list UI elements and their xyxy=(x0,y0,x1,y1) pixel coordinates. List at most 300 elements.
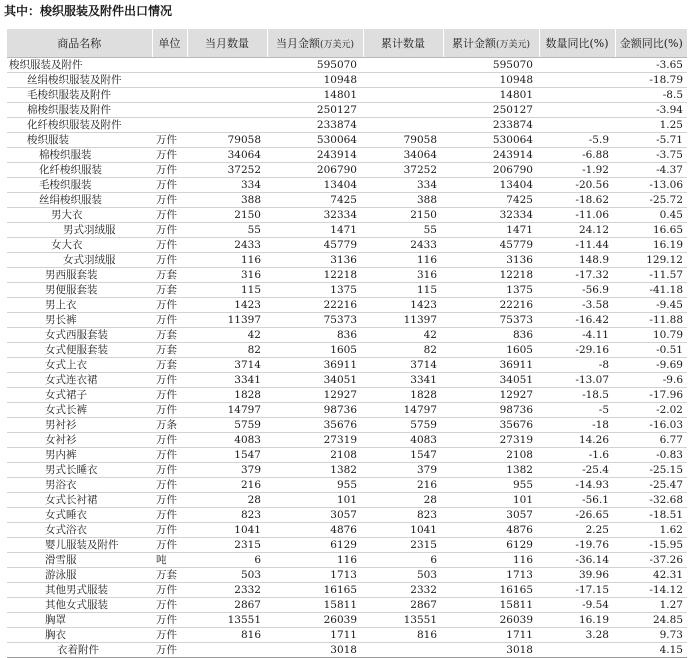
cell-cum-amount: 12927 xyxy=(443,388,539,403)
cell-cum-amount: 2108 xyxy=(443,448,539,463)
cell-cum-qty: 2867 xyxy=(363,598,443,613)
cell-cum-amount: 45779 xyxy=(443,238,539,253)
cell-cum-qty: 82 xyxy=(363,343,443,358)
cell-cum-amount: 3018 xyxy=(443,643,539,658)
cell-name: 女式长裤 xyxy=(7,403,152,418)
cell-unit: 万件 xyxy=(152,643,187,658)
cell-unit: 万件 xyxy=(152,478,187,493)
cell-qty-yoy: 24.12 xyxy=(539,223,615,238)
cell-name: 女式睡衣 xyxy=(7,508,152,523)
cell-month-amount: 98736 xyxy=(267,403,363,418)
cell-qty-yoy: 148.9 xyxy=(539,253,615,268)
cell-cum-amount: 34051 xyxy=(443,373,539,388)
table-row xyxy=(7,193,687,208)
cell-qty-yoy: -17.32 xyxy=(539,268,615,283)
cell-unit: 万件 xyxy=(152,133,187,148)
cell-cum-qty: 28 xyxy=(363,493,443,508)
header-cum-qty: 累计数量 xyxy=(363,29,443,58)
cell-unit: 万件 xyxy=(152,463,187,478)
cell-month-qty: 82 xyxy=(187,343,267,358)
table-row xyxy=(7,58,687,73)
cell-cum-amount: 1375 xyxy=(443,283,539,298)
cell-cum-qty xyxy=(363,118,443,133)
cell-unit: 万件 xyxy=(152,373,187,388)
cell-month-amount: 3136 xyxy=(267,253,363,268)
cell-month-qty: 2867 xyxy=(187,598,267,613)
cell-amount-yoy: -17.96 xyxy=(615,388,687,403)
cell-qty-yoy xyxy=(539,103,615,118)
cell-month-amount: 101 xyxy=(267,493,363,508)
cell-cum-amount: 75373 xyxy=(443,313,539,328)
cell-amount-yoy: 42.31 xyxy=(615,568,687,583)
export-table xyxy=(7,29,687,658)
cell-amount-yoy: 9.73 xyxy=(615,628,687,643)
table-row xyxy=(7,358,687,373)
cell-qty-yoy: -11.06 xyxy=(539,208,615,223)
cell-unit: 万件 xyxy=(152,238,187,253)
cell-month-qty: 334 xyxy=(187,178,267,193)
cell-cum-amount: 14801 xyxy=(443,88,539,103)
cell-month-amount: 10948 xyxy=(267,73,363,88)
cell-month-amount: 1375 xyxy=(267,283,363,298)
cell-cum-amount: 1605 xyxy=(443,343,539,358)
cell-month-amount: 16165 xyxy=(267,583,363,598)
cell-month-amount: 2108 xyxy=(267,448,363,463)
cell-cum-qty: 2315 xyxy=(363,538,443,553)
cell-amount-yoy: -8.5 xyxy=(615,88,687,103)
cell-month-qty: 13551 xyxy=(187,613,267,628)
cell-month-qty: 2433 xyxy=(187,238,267,253)
cell-amount-yoy: 16.65 xyxy=(615,223,687,238)
cell-unit: 万件 xyxy=(152,403,187,418)
cell-unit: 吨 xyxy=(152,553,187,568)
cell-amount-yoy: 16.19 xyxy=(615,238,687,253)
table-row xyxy=(7,628,687,643)
cell-month-amount: 15811 xyxy=(267,598,363,613)
cell-name: 化纤梭织服装 xyxy=(7,163,152,178)
cell-name: 毛梭织服装 xyxy=(7,178,152,193)
cell-amount-yoy: 1.25 xyxy=(615,118,687,133)
cell-unit: 万套 xyxy=(152,268,187,283)
cell-month-amount: 13404 xyxy=(267,178,363,193)
cell-cum-qty: 2433 xyxy=(363,238,443,253)
table-row xyxy=(7,583,687,598)
cell-name: 男大衣 xyxy=(7,208,152,223)
cell-month-qty: 1041 xyxy=(187,523,267,538)
cell-month-qty xyxy=(187,58,267,73)
cell-unit: 万件 xyxy=(152,628,187,643)
cell-month-amount: 1713 xyxy=(267,568,363,583)
cell-cum-amount: 36911 xyxy=(443,358,539,373)
cell-unit: 万件 xyxy=(152,193,187,208)
cell-unit: 万件 xyxy=(152,208,187,223)
cell-unit: 万套 xyxy=(152,358,187,373)
cell-cum-amount: 955 xyxy=(443,478,539,493)
cell-cum-qty xyxy=(363,58,443,73)
cell-cum-qty: 34064 xyxy=(363,148,443,163)
cell-name: 胸衣 xyxy=(7,628,152,643)
cell-month-amount: 6129 xyxy=(267,538,363,553)
cell-cum-qty: 13551 xyxy=(363,613,443,628)
cell-month-qty: 2315 xyxy=(187,538,267,553)
cell-cum-qty: 4083 xyxy=(363,433,443,448)
table-row xyxy=(7,208,687,223)
cell-cum-qty: 55 xyxy=(363,223,443,238)
table-row xyxy=(7,373,687,388)
cell-unit: 万件 xyxy=(152,538,187,553)
cell-month-amount: 1382 xyxy=(267,463,363,478)
cell-name: 男西服套装 xyxy=(7,268,152,283)
cell-cum-qty xyxy=(363,73,443,88)
table-row xyxy=(7,598,687,613)
cell-month-qty: 14797 xyxy=(187,403,267,418)
cell-qty-yoy: -13.07 xyxy=(539,373,615,388)
cell-name: 男长裤 xyxy=(7,313,152,328)
cell-month-qty: 37252 xyxy=(187,163,267,178)
cell-name: 丝绢梭织服装 xyxy=(7,193,152,208)
table-row xyxy=(7,268,687,283)
cell-unit: 万条 xyxy=(152,418,187,433)
table-row xyxy=(7,178,687,193)
header-unit: 单位 xyxy=(152,29,187,58)
table-row xyxy=(7,163,687,178)
cell-cum-amount: 22216 xyxy=(443,298,539,313)
cell-amount-yoy: -16.03 xyxy=(615,418,687,433)
cell-name: 男浴衣 xyxy=(7,478,152,493)
cell-month-amount: 3057 xyxy=(267,508,363,523)
cell-name: 女式长衬裙 xyxy=(7,493,152,508)
cell-amount-yoy: -5.71 xyxy=(615,133,687,148)
cell-name: 其他女式服装 xyxy=(7,598,152,613)
cell-cum-amount: 233874 xyxy=(443,118,539,133)
cell-unit: 万件 xyxy=(152,163,187,178)
cell-qty-yoy: -16.42 xyxy=(539,313,615,328)
cell-name: 游泳服 xyxy=(7,568,152,583)
cell-name: 女式西服套装 xyxy=(7,328,152,343)
cell-cum-qty: 11397 xyxy=(363,313,443,328)
cell-cum-amount: 116 xyxy=(443,553,539,568)
cell-cum-qty: 6 xyxy=(363,553,443,568)
cell-unit: 万件 xyxy=(152,388,187,403)
cell-month-qty: 388 xyxy=(187,193,267,208)
cell-qty-yoy: -29.16 xyxy=(539,343,615,358)
cell-cum-amount: 10948 xyxy=(443,73,539,88)
cell-month-qty: 816 xyxy=(187,628,267,643)
cell-amount-yoy: -3.94 xyxy=(615,103,687,118)
cell-name: 毛梭织服装及附件 xyxy=(7,88,152,103)
cell-qty-yoy: 14.26 xyxy=(539,433,615,448)
cell-unit xyxy=(152,73,187,88)
cell-amount-yoy: -32.68 xyxy=(615,493,687,508)
cell-amount-yoy: 1.62 xyxy=(615,523,687,538)
cell-qty-yoy: -1.92 xyxy=(539,163,615,178)
cell-cum-amount: 6129 xyxy=(443,538,539,553)
cell-unit: 万套 xyxy=(152,343,187,358)
table-row xyxy=(7,298,687,313)
cell-cum-qty: 37252 xyxy=(363,163,443,178)
cell-name: 棉梭织服装及附件 xyxy=(7,103,152,118)
cell-amount-yoy: -25.72 xyxy=(615,193,687,208)
cell-qty-yoy: -19.76 xyxy=(539,538,615,553)
cell-cum-amount: 530064 xyxy=(443,133,539,148)
cell-unit: 万件 xyxy=(152,433,187,448)
cell-month-qty: 115 xyxy=(187,283,267,298)
cell-month-amount: 206790 xyxy=(267,163,363,178)
cell-amount-yoy: -25.15 xyxy=(615,463,687,478)
cell-month-qty: 1547 xyxy=(187,448,267,463)
cell-qty-yoy: -9.54 xyxy=(539,598,615,613)
cell-qty-yoy: -20.56 xyxy=(539,178,615,193)
cell-month-amount: 14801 xyxy=(267,88,363,103)
table-body xyxy=(7,58,687,658)
cell-cum-amount: 1471 xyxy=(443,223,539,238)
cell-month-qty: 3714 xyxy=(187,358,267,373)
cell-cum-qty: 379 xyxy=(363,463,443,478)
table-row xyxy=(7,568,687,583)
cell-name: 胸罩 xyxy=(7,613,152,628)
cell-name: 衣着附件 xyxy=(7,643,152,658)
cell-name: 其他男式服装 xyxy=(7,583,152,598)
cell-cum-qty: 42 xyxy=(363,328,443,343)
cell-amount-yoy: -4.37 xyxy=(615,163,687,178)
cell-amount-yoy: -37.26 xyxy=(615,553,687,568)
table-row xyxy=(7,448,687,463)
cell-cum-amount: 98736 xyxy=(443,403,539,418)
cell-amount-yoy: -3.75 xyxy=(615,148,687,163)
cell-cum-amount: 12218 xyxy=(443,268,539,283)
cell-month-qty: 34064 xyxy=(187,148,267,163)
cell-amount-yoy: -2.02 xyxy=(615,403,687,418)
cell-name: 男内裤 xyxy=(7,448,152,463)
cell-month-amount: 233874 xyxy=(267,118,363,133)
cell-cum-amount: 595070 xyxy=(443,58,539,73)
cell-unit: 万件 xyxy=(152,493,187,508)
cell-unit: 万件 xyxy=(152,598,187,613)
cell-qty-yoy: -25.4 xyxy=(539,463,615,478)
cell-month-qty: 1828 xyxy=(187,388,267,403)
cell-name: 女式便服套装 xyxy=(7,343,152,358)
cell-qty-yoy: -56.9 xyxy=(539,283,615,298)
cell-name: 梭织服装及附件 xyxy=(7,58,152,73)
cell-month-amount: 26039 xyxy=(267,613,363,628)
cell-month-amount: 116 xyxy=(267,553,363,568)
cell-name: 女式裙子 xyxy=(7,388,152,403)
cell-name: 男便服套装 xyxy=(7,283,152,298)
table-row xyxy=(7,508,687,523)
table-row xyxy=(7,253,687,268)
cell-unit xyxy=(152,103,187,118)
cell-month-amount: 36911 xyxy=(267,358,363,373)
cell-cum-amount: 32334 xyxy=(443,208,539,223)
table-row xyxy=(7,403,687,418)
cell-amount-yoy: -9.69 xyxy=(615,358,687,373)
cell-month-qty: 379 xyxy=(187,463,267,478)
table-row xyxy=(7,313,687,328)
cell-amount-yoy: -11.57 xyxy=(615,268,687,283)
cell-month-amount: 836 xyxy=(267,328,363,343)
cell-month-qty: 116 xyxy=(187,253,267,268)
cell-amount-yoy: 129.12 xyxy=(615,253,687,268)
cell-cum-amount: 4876 xyxy=(443,523,539,538)
cell-amount-yoy: 6.77 xyxy=(615,433,687,448)
cell-cum-amount: 1711 xyxy=(443,628,539,643)
cell-month-amount: 34051 xyxy=(267,373,363,388)
cell-month-qty: 3341 xyxy=(187,373,267,388)
cell-cum-amount: 7425 xyxy=(443,193,539,208)
table-row xyxy=(7,133,687,148)
cell-cum-qty: 216 xyxy=(363,478,443,493)
cell-unit: 万件 xyxy=(152,178,187,193)
table-row xyxy=(7,103,687,118)
cell-name: 男上衣 xyxy=(7,298,152,313)
cell-month-qty: 79058 xyxy=(187,133,267,148)
cell-amount-yoy: -0.83 xyxy=(615,448,687,463)
cell-amount-yoy: -18.51 xyxy=(615,508,687,523)
cell-qty-yoy: -8 xyxy=(539,358,615,373)
cell-unit: 万套 xyxy=(152,283,187,298)
table-row xyxy=(7,238,687,253)
cell-name: 女式连衣裙 xyxy=(7,373,152,388)
cell-name: 男衬衫 xyxy=(7,418,152,433)
table-row xyxy=(7,643,687,658)
header-month-amount-unit: (万美元) xyxy=(319,40,355,50)
cell-cum-qty: 3341 xyxy=(363,373,443,388)
cell-amount-yoy: -14.12 xyxy=(615,583,687,598)
cell-name: 棉梭织服装 xyxy=(7,148,152,163)
cell-name: 女衬衫 xyxy=(7,433,152,448)
cell-qty-yoy: 16.19 xyxy=(539,613,615,628)
cell-qty-yoy: -1.6 xyxy=(539,448,615,463)
cell-month-amount: 1605 xyxy=(267,343,363,358)
cell-amount-yoy: -41.18 xyxy=(615,283,687,298)
cell-qty-yoy: -4.11 xyxy=(539,328,615,343)
table-row xyxy=(7,283,687,298)
cell-month-qty: 823 xyxy=(187,508,267,523)
cell-qty-yoy xyxy=(539,643,615,658)
cell-qty-yoy: -14.93 xyxy=(539,478,615,493)
cell-qty-yoy xyxy=(539,58,615,73)
table-row xyxy=(7,523,687,538)
cell-month-qty: 42 xyxy=(187,328,267,343)
cell-month-qty: 28 xyxy=(187,493,267,508)
cell-month-qty: 316 xyxy=(187,268,267,283)
header-month-amount-label: 当月金额 xyxy=(275,37,320,50)
cell-cum-amount: 35676 xyxy=(443,418,539,433)
cell-cum-qty: 2150 xyxy=(363,208,443,223)
cell-month-amount: 75373 xyxy=(267,313,363,328)
table-row xyxy=(7,328,687,343)
cell-month-qty: 11397 xyxy=(187,313,267,328)
cell-month-amount: 595070 xyxy=(267,58,363,73)
cell-cum-amount: 206790 xyxy=(443,163,539,178)
cell-amount-yoy: 0.45 xyxy=(615,208,687,223)
table-row xyxy=(7,478,687,493)
table-row xyxy=(7,118,687,133)
cell-month-amount: 243914 xyxy=(267,148,363,163)
cell-name: 梭织服装 xyxy=(7,133,152,148)
cell-month-amount: 250127 xyxy=(267,103,363,118)
cell-name: 女大衣 xyxy=(7,238,152,253)
cell-cum-qty xyxy=(363,643,443,658)
cell-unit xyxy=(152,118,187,133)
cell-cum-qty: 14797 xyxy=(363,403,443,418)
cell-month-amount: 22216 xyxy=(267,298,363,313)
cell-cum-qty: 823 xyxy=(363,508,443,523)
cell-cum-amount: 836 xyxy=(443,328,539,343)
cell-amount-yoy: -9.6 xyxy=(615,373,687,388)
cell-amount-yoy: -9.45 xyxy=(615,298,687,313)
cell-cum-amount: 16165 xyxy=(443,583,539,598)
cell-amount-yoy: 4.15 xyxy=(615,643,687,658)
header-amount-yoy: 金额同比(%) xyxy=(615,29,687,58)
cell-cum-amount: 250127 xyxy=(443,103,539,118)
cell-qty-yoy: -5.9 xyxy=(539,133,615,148)
header-cum-amount-unit: (万美元) xyxy=(495,40,531,50)
cell-cum-qty: 115 xyxy=(363,283,443,298)
cell-month-qty: 503 xyxy=(187,568,267,583)
table-row xyxy=(7,148,687,163)
page-title: 其中：梭织服装及附件出口情况 xyxy=(4,4,173,18)
cell-qty-yoy: -18 xyxy=(539,418,615,433)
cell-name: 女式浴衣 xyxy=(7,523,152,538)
cell-amount-yoy: -15.95 xyxy=(615,538,687,553)
cell-amount-yoy: -3.65 xyxy=(615,58,687,73)
cell-name: 丝绢梭织服装及附件 xyxy=(7,73,152,88)
cell-cum-qty: 503 xyxy=(363,568,443,583)
cell-name: 男式长睡衣 xyxy=(7,463,152,478)
header-cum-amount-label: 累计金额 xyxy=(451,37,496,50)
header-row xyxy=(7,29,687,58)
cell-month-amount: 3018 xyxy=(267,643,363,658)
cell-unit xyxy=(152,58,187,73)
cell-name: 化纤梭织服装及附件 xyxy=(7,118,152,133)
cell-cum-qty: 334 xyxy=(363,178,443,193)
cell-unit: 万套 xyxy=(152,328,187,343)
table-row xyxy=(7,433,687,448)
cell-month-qty: 55 xyxy=(187,223,267,238)
cell-qty-yoy: -6.88 xyxy=(539,148,615,163)
cell-month-amount: 4876 xyxy=(267,523,363,538)
cell-month-qty xyxy=(187,88,267,103)
cell-unit: 万件 xyxy=(152,523,187,538)
table-row xyxy=(7,553,687,568)
cell-amount-yoy: 10.79 xyxy=(615,328,687,343)
cell-cum-amount: 101 xyxy=(443,493,539,508)
cell-amount-yoy: -13.06 xyxy=(615,178,687,193)
cell-month-amount: 1711 xyxy=(267,628,363,643)
cell-month-amount: 1471 xyxy=(267,223,363,238)
cell-month-qty xyxy=(187,643,267,658)
cell-month-amount: 27319 xyxy=(267,433,363,448)
cell-cum-amount: 15811 xyxy=(443,598,539,613)
header-name: 商品名称 xyxy=(7,29,152,58)
cell-cum-amount: 27319 xyxy=(443,433,539,448)
cell-qty-yoy: 2.25 xyxy=(539,523,615,538)
cell-unit: 万件 xyxy=(152,583,187,598)
cell-cum-amount: 243914 xyxy=(443,148,539,163)
table-row xyxy=(7,463,687,478)
cell-qty-yoy: -17.15 xyxy=(539,583,615,598)
cell-cum-amount: 13404 xyxy=(443,178,539,193)
cell-qty-yoy: -3.58 xyxy=(539,298,615,313)
cell-name: 婴儿服装及附件 xyxy=(7,538,152,553)
header-qty-yoy: 数量同比(%) xyxy=(539,29,615,58)
cell-qty-yoy: -36.14 xyxy=(539,553,615,568)
table-row xyxy=(7,73,687,88)
cell-month-qty xyxy=(187,73,267,88)
cell-cum-qty: 3714 xyxy=(363,358,443,373)
cell-cum-qty xyxy=(363,88,443,103)
